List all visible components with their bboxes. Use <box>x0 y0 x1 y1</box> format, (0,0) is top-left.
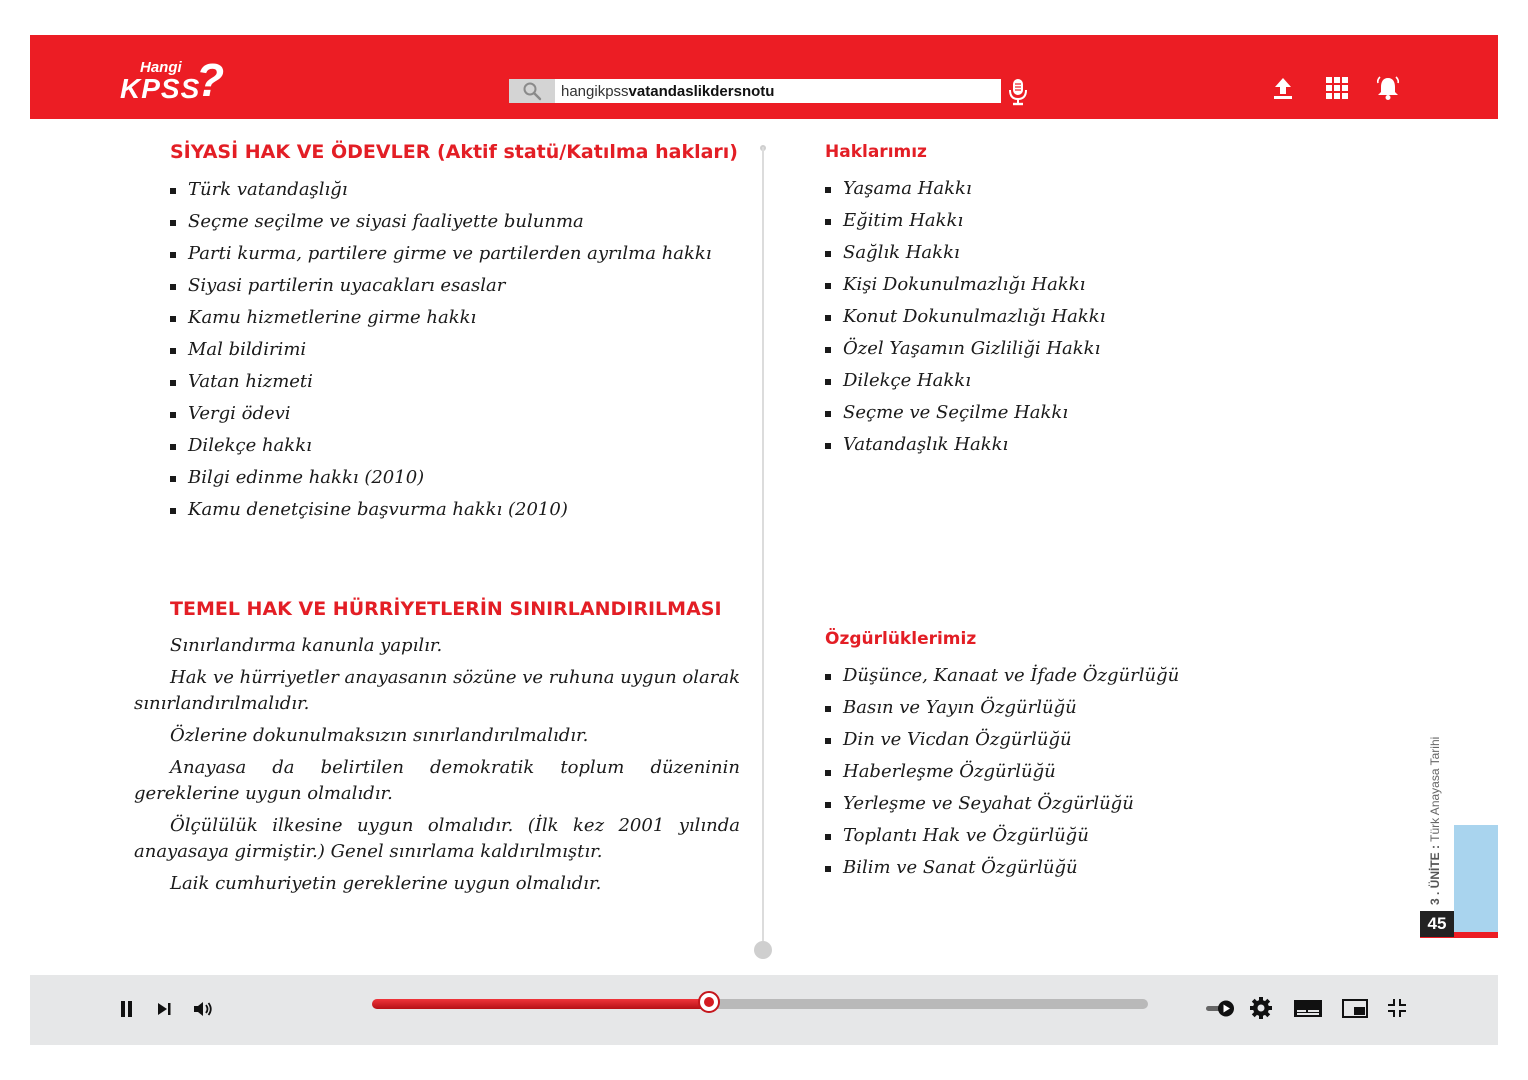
paragraph: Laik cumhuriyetin gereklerine uygun olmalıdır. <box>170 873 602 894</box>
subtitles-icon[interactable] <box>1292 993 1324 1023</box>
unit-label <box>1428 737 1442 905</box>
search-query-term: vatandaslikdersnotu <box>628 82 775 100</box>
settings-gear-icon[interactable] <box>1246 993 1276 1023</box>
unit-number: 3 . ÜNİTE : <box>1428 844 1442 905</box>
paragraph: Özlerine dokunulmaksızın sınırlandırılmalıdır. <box>170 725 589 746</box>
progress-fill <box>372 999 709 1009</box>
list-item: Vatan hizmeti <box>170 366 712 398</box>
rights-list <box>825 173 1105 461</box>
grid-apps-icon[interactable] <box>1324 75 1350 101</box>
video-player-controls <box>30 975 1498 1045</box>
autoplay-toggle-icon[interactable] <box>1204 993 1248 1023</box>
list-item: Haberleşme Özgürlüğü <box>825 756 1179 788</box>
miniplayer-icon[interactable] <box>1340 993 1370 1023</box>
logo-question-mark: ? <box>196 54 225 106</box>
list-item: Yerleşme ve Seyahat Özgürlüğü <box>825 788 1179 820</box>
list-item: Özel Yaşamın Gizliliği Hakkı <box>825 333 1105 365</box>
notification-bell-icon[interactable] <box>1375 75 1401 101</box>
list-item: Seçme ve Seçilme Hakkı <box>825 397 1105 429</box>
paragraph: Anayasa da belirtilen demokratik toplum düzeninin gereklerine uygun olmalıdır. <box>134 757 740 804</box>
list-item: Vatandaşlık Hakkı <box>825 429 1105 461</box>
chapter-tab <box>1454 825 1498 935</box>
list-item: Seçme seçilme ve siyasi faaliyette bulunma <box>170 206 712 238</box>
progress-thumb[interactable] <box>698 991 720 1013</box>
top-bar <box>30 35 1498 119</box>
section-title-rights: Haklarımız <box>825 142 927 162</box>
list-item: Dilekçe Hakkı <box>825 365 1105 397</box>
next-icon[interactable] <box>150 993 180 1023</box>
restrictions-paragraphs <box>134 633 740 903</box>
progress-track[interactable] <box>372 999 1148 1009</box>
list-item: Kişi Dokunulmazlığı Hakkı <box>825 269 1105 301</box>
list-item: Türk vatandaşlığı <box>170 174 712 206</box>
logo-small-text: Hangi <box>140 59 182 76</box>
microphone-icon[interactable] <box>1008 77 1028 107</box>
logo-big-text: KPSS <box>120 73 201 104</box>
section-title-political-rights: SİYASİ HAK VE ÖDEVLER (Aktif statü/Katılma hakları) <box>170 141 738 163</box>
list-item: Düşünce, Kanaat ve İfade Özgürlüğü <box>825 660 1179 692</box>
list-item: Kamu denetçisine başvurma hakkı (2010) <box>170 494 712 526</box>
list-item: Yaşama Hakkı <box>825 173 1105 205</box>
paragraph: Ölçülülük ilkesine uygun olmalıdır. (İlk kez 2001 yılında anayasaya girmiştir.) Genel sınırlama kaldırılmıştır. <box>134 815 740 862</box>
volume-icon[interactable] <box>189 993 219 1023</box>
search-query-prefix: hangikpss <box>561 82 629 100</box>
page-frame <box>30 35 1498 1045</box>
list-item: Vergi ödevi <box>170 398 712 430</box>
column-divider <box>762 147 764 949</box>
section-title-restrictions: TEMEL HAK VE HÜRRİYETLERİN SINIRLANDIRILMASI <box>170 598 722 620</box>
list-item: Siyasi partilerin uyacakları esaslar <box>170 270 712 302</box>
list-item: Bilim ve Sanat Özgürlüğü <box>825 852 1179 884</box>
list-item: Bilgi edinme hakkı (2010) <box>170 462 712 494</box>
search-bar[interactable] <box>509 79 1001 103</box>
freedoms-list <box>825 660 1179 884</box>
upload-icon[interactable] <box>1270 75 1296 101</box>
paragraph: Hak ve hürriyetler anayasanın sözüne ve ruhuna uygun olarak sınırlandırılmalıdır. <box>134 667 740 714</box>
search-icon[interactable] <box>509 79 555 103</box>
divider-bottom-dot <box>754 941 772 959</box>
list-item: Mal bildirimi <box>170 334 712 366</box>
pause-icon[interactable] <box>112 993 142 1023</box>
list-item: Dilekçe hakkı <box>170 430 712 462</box>
fullscreen-exit-icon[interactable] <box>1382 993 1412 1023</box>
list-item: Eğitim Hakkı <box>825 205 1105 237</box>
unit-subject: Türk Anayasa Tarihi <box>1428 736 1442 842</box>
search-input[interactable] <box>555 83 774 100</box>
list-item: Din ve Vicdan Özgürlüğü <box>825 724 1179 756</box>
list-item: Konut Dokunulmazlığı Hakkı <box>825 301 1105 333</box>
logo[interactable] <box>118 54 238 107</box>
section-title-freedoms: Özgürlüklerimiz <box>825 629 977 649</box>
paragraph: Sınırlandırma kanunla yapılır. <box>170 635 443 656</box>
list-item: Sağlık Hakkı <box>825 237 1105 269</box>
list-item: Parti kurma, partilere girme ve partilerden ayrılma hakkı <box>170 238 712 270</box>
list-item: Toplantı Hak ve Özgürlüğü <box>825 820 1179 852</box>
list-item: Kamu hizmetlerine girme hakkı <box>170 302 712 334</box>
page-number: 45 <box>1420 911 1454 937</box>
list-item: Basın ve Yayın Özgürlüğü <box>825 692 1179 724</box>
political-rights-list <box>170 174 712 526</box>
